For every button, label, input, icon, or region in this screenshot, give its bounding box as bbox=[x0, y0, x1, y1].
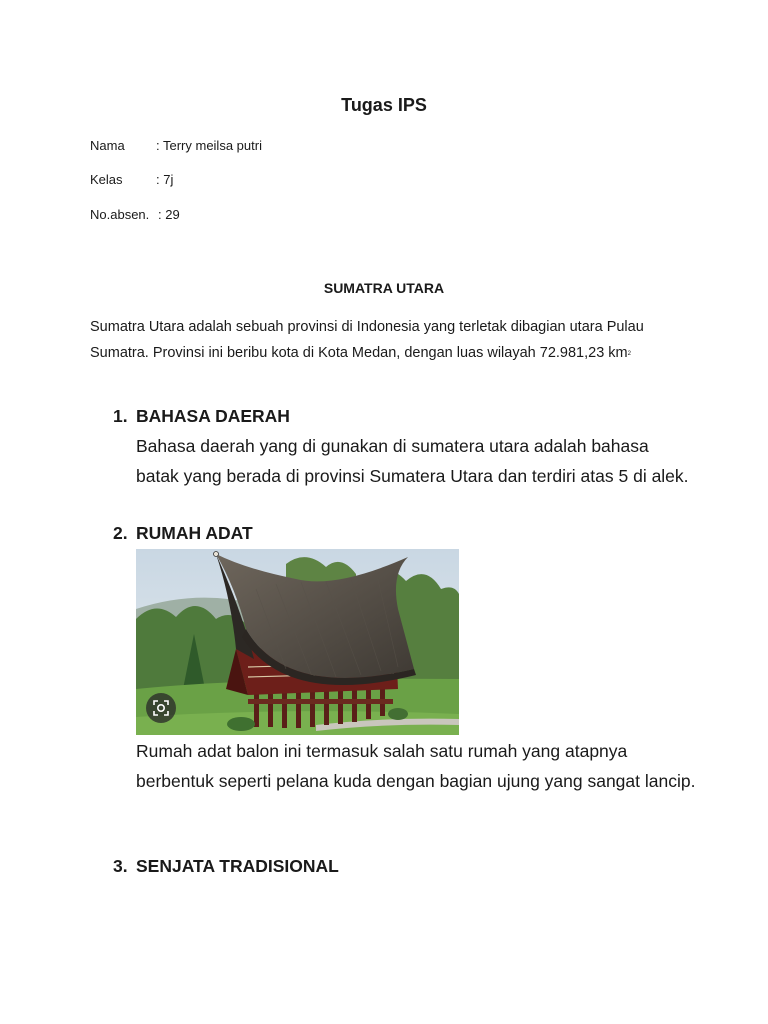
item-heading-senjata bbox=[113, 856, 339, 877]
absen-value: : 29 bbox=[158, 207, 180, 222]
info-row-name bbox=[90, 138, 262, 153]
item-heading-bahasa bbox=[113, 406, 290, 427]
item-body-rumah: Rumah adat balon ini termasuk salah satu rumah yang atapnya berbentuk seperti pelana kuda dengan bagian ujung yang sangat lancip. bbox=[136, 741, 696, 791]
house-illustration bbox=[136, 549, 459, 735]
section-title: SUMATRA UTARA bbox=[323, 280, 445, 296]
rumah-adat-photo bbox=[136, 549, 459, 735]
name-value: : Terry meilsa putri bbox=[156, 138, 262, 153]
page-title: Tugas IPS bbox=[341, 95, 427, 115]
intro-superscript: 2 bbox=[627, 351, 631, 358]
intro-paragraph bbox=[90, 315, 680, 369]
item-body-bahasa: Bahasa daerah yang di gunakan di sumatera utara adalah bahasa batak yang berada di provinsi Sumatera Utara dan terdiri atas 5 di alek. bbox=[136, 436, 689, 486]
item-heading-text: SENJATA TRADISIONAL bbox=[136, 856, 339, 876]
absen-label: No.absen. bbox=[90, 207, 150, 222]
intro-text: Sumatra Utara adalah sebuah provinsi di Indonesia yang terletak dibagian utara Pulau Sumatra. Provinsi ini beribu kota di Kota Medan, dengan luas wilayah 72.981,23 km bbox=[90, 319, 644, 361]
item-heading-rumah bbox=[113, 523, 253, 544]
item-number: 1. bbox=[113, 406, 128, 426]
item-heading-text: RUMAH ADAT bbox=[136, 523, 253, 543]
lens-glyph bbox=[152, 699, 170, 717]
class-label: Kelas bbox=[90, 172, 123, 187]
item-heading-text: BAHASA DAERAH bbox=[136, 406, 290, 426]
lens-icon[interactable] bbox=[146, 693, 176, 723]
name-label: Nama bbox=[90, 138, 125, 153]
info-row-class bbox=[90, 172, 173, 187]
item-number: 2. bbox=[113, 523, 128, 543]
class-value: : 7j bbox=[156, 172, 174, 187]
info-row-absen bbox=[90, 207, 180, 222]
item-number: 3. bbox=[113, 856, 128, 876]
